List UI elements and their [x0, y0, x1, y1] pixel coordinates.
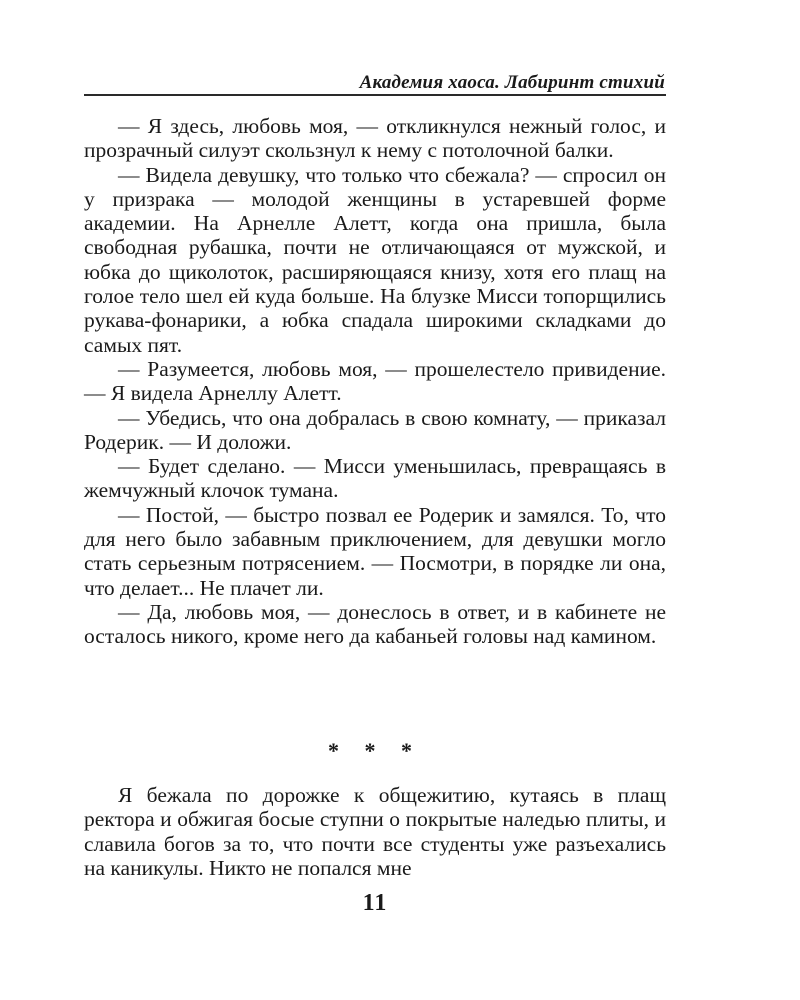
tail-text [84, 783, 666, 880]
paragraph: — Да, любовь моя, — донеслось в ответ, и в кабинете не осталось никого, кроме него да кабаньей головы над камином. [84, 599, 666, 649]
scene-separator: * * * [328, 738, 422, 763]
body-text [84, 114, 666, 649]
paragraph: — Я здесь, любовь моя, — откликнулся нежный голос, и прозрачный силуэт скользнул к нему с потолочной балки. [84, 114, 666, 163]
paragraph: — Разумеется, любовь моя, — прошелестело привидение. — Я видела Арнеллу Алетт. [84, 356, 666, 406]
paragraph: Я бежала по дорожке к общежитию, кутаясь в плащ ректора и обжигая босые ступни о покрытые наледью плиты, и славила богов за то, что почти все студенты уже разъехались на каникулы. Никто не попался мне [84, 783, 666, 880]
paragraph: — Видела девушку, что только что сбежала? — спросил он у призрака — молодой женщины в устаревшей форме академии. На Арнелле Алетт, когда она пришла, была свободная рубашка, почти не отличающаяся от мужской, и юбка до щиколоток, расширяющаяся книзу, хотя его плащ на голое тело шел ей куда больше. На блузке Мисси топорщились рукава-фонарики, а юбка спадала широкими складками до самых пят. [84, 162, 666, 357]
header-rule [84, 94, 666, 96]
page-number: 11 [362, 890, 388, 916]
paragraph: — Убедись, что она добралась в свою комнату, — приказал Родерик. — И доложи. [84, 405, 666, 454]
paragraph: — Будет сделано. — Мисси уменьшилась, превращаясь в жемчужный клочок тумана. [84, 454, 666, 503]
paragraph: — Постой, — быстро позвал ее Родерик и замялся. То, что для него было забавным приключением, для девушки могло стать серьезным потрясением. — Посмотри, в порядке ли она, что делает... Не плачет ли. [84, 502, 666, 600]
running-header: Академия хаоса. Лабиринт стихий [359, 72, 665, 93]
